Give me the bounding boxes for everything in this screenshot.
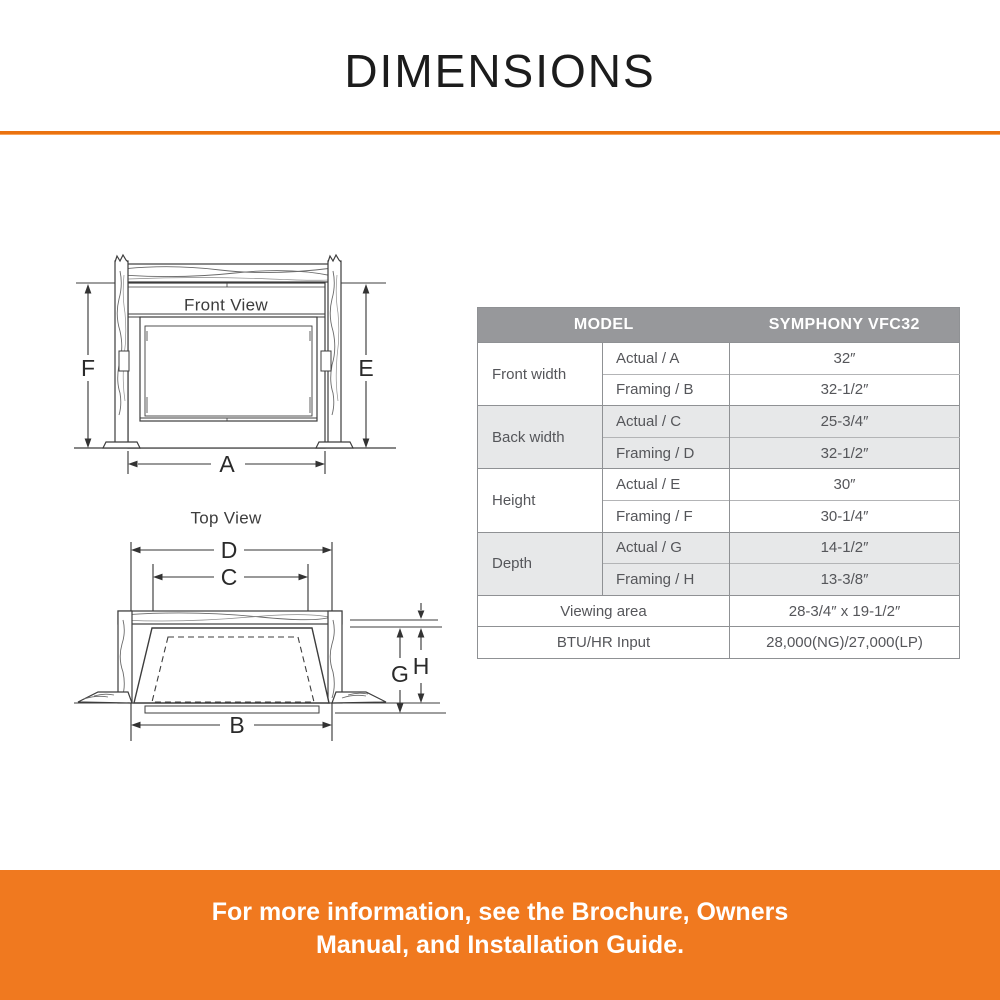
dimension-d-label: D <box>220 537 238 563</box>
footer-band <box>0 870 1000 1000</box>
spec-cell: Actual / C <box>603 406 730 438</box>
summary-label-cell: BTU/HR Input <box>478 627 730 659</box>
dimension-g-label: G <box>391 661 409 687</box>
front-view-drawing <box>74 255 396 448</box>
value-cell: 25-3/4″ <box>730 406 960 438</box>
table-row <box>478 469 960 501</box>
dimension-h-label: H <box>412 653 430 679</box>
dimension-f-label: F <box>80 355 96 381</box>
value-cell: 13-3/8″ <box>730 564 960 596</box>
footer-line-2: Manual, and Installation Guide. <box>315 931 685 959</box>
top-view-label: Top View <box>190 508 262 528</box>
value-cell: 30″ <box>730 469 960 501</box>
summary-value-cell: 28,000(NG)/27,000(LP) <box>730 627 960 659</box>
dimension-b-label: B <box>229 712 245 738</box>
table-header-model: MODEL <box>478 308 730 343</box>
orange-divider <box>0 131 1000 135</box>
top-view-diagram <box>70 500 460 750</box>
table-row <box>478 343 960 375</box>
group-cell: Back width <box>478 406 603 469</box>
dimension-a-label: A <box>219 451 235 477</box>
value-cell: 32″ <box>730 343 960 375</box>
spec-cell: Actual / G <box>603 532 730 564</box>
dimension-c-label: C <box>220 564 238 590</box>
value-cell: 30-1/4″ <box>730 500 960 532</box>
spec-cell: Framing / D <box>603 437 730 469</box>
spec-cell: Actual / A <box>603 343 730 375</box>
table-row <box>478 532 960 564</box>
table-header-row <box>478 308 960 343</box>
table-header-value: SYMPHONY VFC32 <box>730 308 960 343</box>
footer-line-1: For more information, see the Brochure, Owners <box>211 898 789 926</box>
front-view-diagram <box>70 245 400 480</box>
summary-value-cell: 28-3/4″ x 19-1/2″ <box>730 595 960 627</box>
group-cell: Front width <box>478 343 603 406</box>
value-cell: 32-1/2″ <box>730 374 960 406</box>
table-row <box>478 627 960 659</box>
dimensions-table <box>477 307 960 659</box>
group-cell: Depth <box>478 532 603 595</box>
spec-cell: Actual / E <box>603 469 730 501</box>
value-cell: 32-1/2″ <box>730 437 960 469</box>
dimension-e-label: E <box>358 355 374 381</box>
page-title: DIMENSIONS <box>344 45 656 97</box>
summary-label-cell: Viewing area <box>478 595 730 627</box>
table-row <box>478 406 960 438</box>
front-view-label: Front View <box>184 295 268 315</box>
group-cell: Height <box>478 469 603 532</box>
spec-cell: Framing / H <box>603 564 730 596</box>
spec-cell: Framing / F <box>603 500 730 532</box>
table-row <box>478 595 960 627</box>
value-cell: 14-1/2″ <box>730 532 960 564</box>
spec-cell: Framing / B <box>603 374 730 406</box>
